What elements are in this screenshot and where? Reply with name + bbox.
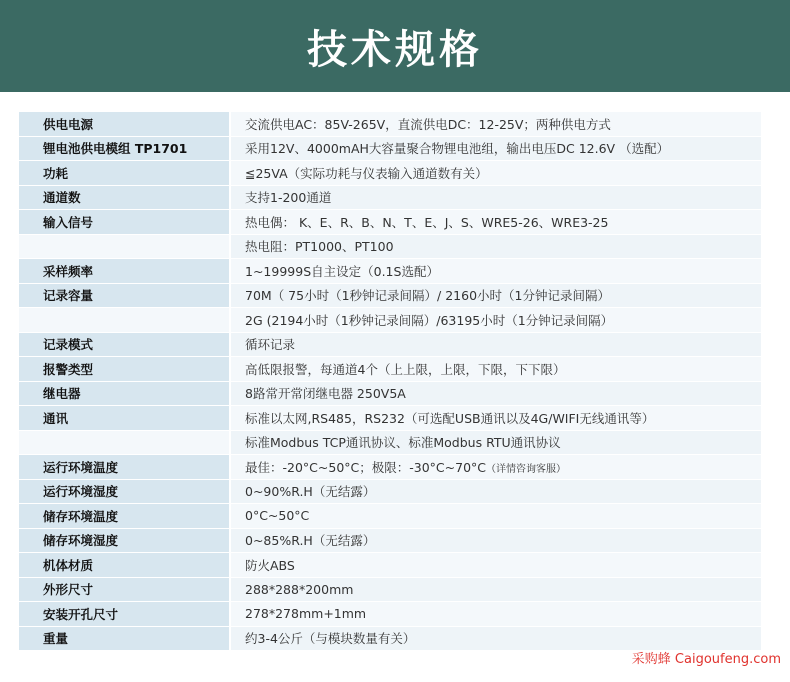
spec-value	[230, 626, 761, 651]
spec-row	[19, 161, 761, 186]
spec-value	[230, 455, 761, 480]
spec-value-text: 0°C~50°C	[245, 508, 310, 524]
spec-key: 输入信号	[19, 210, 230, 235]
spec-value-text: 热电偶： K、E、R、B、N、T、E、J、S、WRE5-26、WRE3-25	[245, 214, 609, 230]
spec-key: 运行环境湿度	[19, 479, 230, 504]
spec-value-text: 高低限报警，每通道4个（上上限，上限，下限，下下限）	[245, 361, 566, 377]
spec-row	[19, 112, 761, 136]
spec-key	[19, 430, 230, 455]
spec-value	[230, 381, 761, 406]
spec-row	[19, 259, 761, 284]
spec-value	[230, 528, 761, 553]
spec-value	[230, 210, 761, 235]
spec-value	[230, 553, 761, 578]
spec-key: 通讯	[19, 406, 230, 431]
spec-value	[230, 112, 761, 136]
spec-key: 机体材质	[19, 553, 230, 578]
spec-value-text: 约3-4公斤（与模块数量有关）	[245, 631, 416, 647]
spec-value-text: ≦25VA（实际功耗与仪表输入通道数有关）	[245, 165, 488, 181]
spec-value	[230, 185, 761, 210]
spec-value-text: 防火ABS	[245, 557, 295, 573]
spec-key: 供电电源	[19, 112, 230, 136]
spec-row	[19, 381, 761, 406]
spec-value-text: 标准以太网,RS485，RS232（可选配USB通讯以及4G/WIFI无线通讯等）	[245, 410, 655, 426]
spec-value	[230, 161, 761, 186]
spec-row	[19, 455, 761, 480]
spec-row	[19, 357, 761, 382]
spec-value-text: 采用12V、4000mAH大容量聚合物锂电池组，输出电压DC 12.6V （选配）	[245, 141, 670, 157]
spec-key: 记录模式	[19, 332, 230, 357]
spec-row	[19, 528, 761, 553]
spec-row	[19, 553, 761, 578]
spec-row	[19, 210, 761, 235]
spec-value	[230, 602, 761, 627]
spec-value-text: 支持1-200通道	[245, 190, 332, 206]
spec-row	[19, 308, 761, 333]
spec-value	[230, 504, 761, 529]
spec-row	[19, 185, 761, 210]
spec-key: 重量	[19, 626, 230, 651]
spec-row	[19, 283, 761, 308]
header-banner	[0, 0, 790, 92]
spec-key: 储存环境湿度	[19, 528, 230, 553]
spec-value-text: 288*288*200mm	[245, 581, 354, 597]
spec-row	[19, 406, 761, 431]
spec-row	[19, 479, 761, 504]
spec-value	[230, 234, 761, 259]
spec-value-text: 标准Modbus TCP通讯协议、标准Modbus RTU通讯协议	[245, 435, 561, 451]
spec-value-text: 交流供电AC：85V-265V，直流供电DC：12-25V；两种供电方式	[245, 116, 611, 132]
spec-value	[230, 406, 761, 431]
spec-value-text: 70M（ 75小时（1秒钟记录间隔）/ 2160小时（1分钟记录间隔）	[245, 288, 610, 304]
spec-key	[19, 234, 230, 259]
spec-key: 外形尺寸	[19, 577, 230, 602]
spec-row	[19, 602, 761, 627]
header-divider	[0, 98, 790, 100]
spec-key: 报警类型	[19, 357, 230, 382]
spec-key: 记录容量	[19, 283, 230, 308]
spec-value	[230, 136, 761, 161]
spec-value	[230, 259, 761, 284]
page-title: 技术规格	[307, 26, 483, 73]
spec-value-text: 0~85%R.H（无结露）	[245, 533, 376, 549]
spec-value-text: 1~19999S自主设定（0.1S选配）	[245, 263, 439, 279]
spec-key: 采样频率	[19, 259, 230, 284]
spec-key	[19, 308, 230, 333]
spec-key: 运行环境温度	[19, 455, 230, 480]
spec-value-text: 最佳：-20°C~50°C；极限：-30°C~70°C	[245, 459, 487, 475]
spec-key: 功耗	[19, 161, 230, 186]
spec-value-text: 热电阻：PT1000、PT100	[245, 239, 394, 255]
spec-row	[19, 332, 761, 357]
spec-row	[19, 430, 761, 455]
spec-row	[19, 234, 761, 259]
spec-value-text: 0~90%R.H（无结露）	[245, 484, 376, 500]
spec-key: 通道数	[19, 185, 230, 210]
spec-value	[230, 577, 761, 602]
spec-value	[230, 479, 761, 504]
spec-row	[19, 577, 761, 602]
spec-value	[230, 430, 761, 455]
watermark: 采购蜂 Caigoufeng.com	[631, 652, 781, 667]
spec-value-text: 循环记录	[245, 337, 296, 353]
spec-row	[19, 136, 761, 161]
spec-row	[19, 504, 761, 529]
spec-row	[19, 626, 761, 651]
spec-key: 储存环境温度	[19, 504, 230, 529]
spec-value	[230, 357, 761, 382]
spec-table-body	[19, 112, 761, 651]
spec-value-text: 8路常开常闭继电器 250V5A	[245, 386, 406, 402]
spec-table	[19, 112, 761, 651]
spec-value-text: 278*278mm+1mm	[245, 606, 367, 622]
spec-value-text: 2G (2194小时（1秒钟记录间隔）/63195小时（1分钟记录间隔）	[245, 312, 614, 328]
spec-value	[230, 332, 761, 357]
spec-key: 锂电池供电模组 TP1701	[19, 136, 230, 161]
spec-key: 继电器	[19, 381, 230, 406]
spec-key: 安装开孔尺寸	[19, 602, 230, 627]
spec-value	[230, 308, 761, 333]
spec-value	[230, 283, 761, 308]
spec-value-note: （详情咨询客服）	[486, 463, 567, 475]
